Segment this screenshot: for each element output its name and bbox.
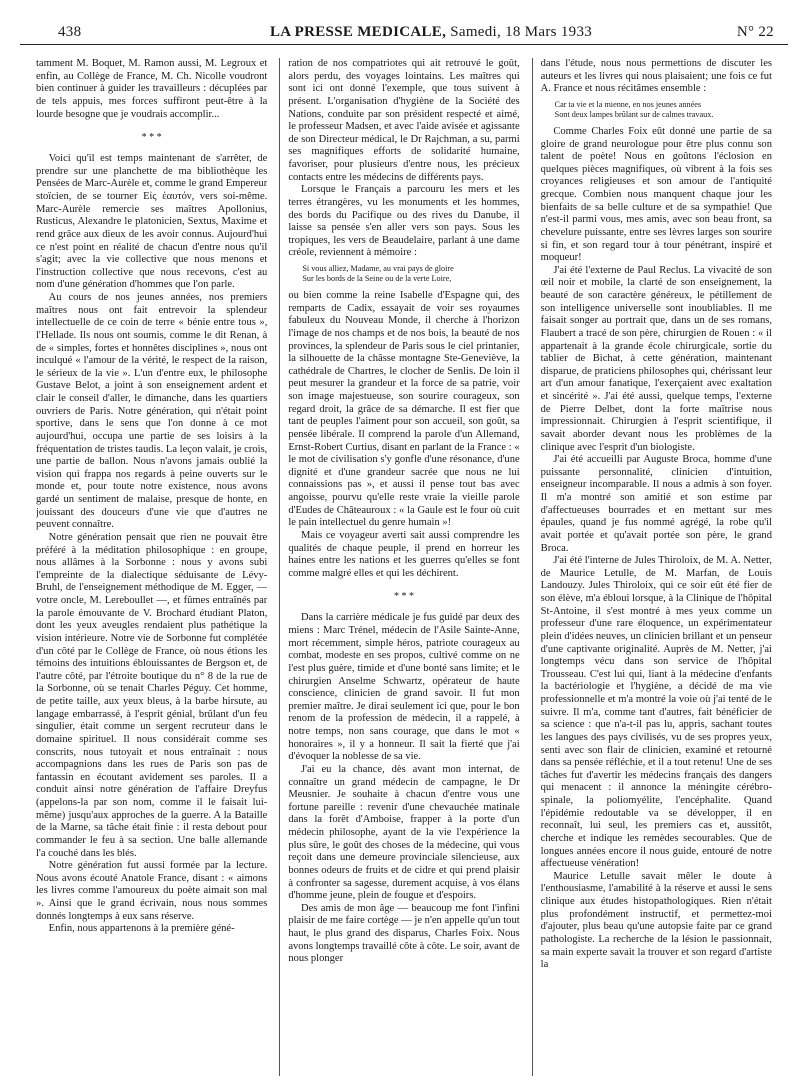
paragraph: ration de nos compatriotes qui ait retrouvé le goût, alors perdu, des voyages lointains. Les maîtres qui sont ici ont donné l'exemple, que tous suivent à présent. L'organisation d'hygiène de la Société des Nations, conduite par son président respecté et aimé, le professeur Madsen, et avec l'aide avisée et agissante de son Directeur médical, le Dr Rajchman, a su, parmi ses magnifiques efforts de solidarité humaine, favoriser, pour plusieurs d'entre nous, les précieux contacts entre les médecins de différents pays.	[288, 58, 520, 183]
running-title	[270, 24, 592, 41]
paragraph: dans l'étude, nous nous permettions de discuter les auteurs et les livres qui nous plaisaient; une fois ce fut A. France et nous récitâmes ensemble :	[540, 58, 772, 95]
paragraph: ou bien comme la reine Isabelle d'Espagne qui, des remparts de Cadix, essayait de voir ses royaumes fabuleux du Nouveau Monde, il cherche à l'horizon l'image de nos champs et de nos bois, la beauté de nos provinces, la splendeur de Paris sous le ciel printanier, la silhouette de la châsse montagne Ste-Geneviève, la cathédrale de Chartres, le clocher de Senlis. De loin il peut mesurer la grandeur et la force de sa patrie, voir son image majestueuse, son sourire courageux, son regard droit, la grâce de sa démarche. Il est fier que tant de peuples l'aiment pour son accueil, son goût, sa pensée libérale. Il comprend la parole d'un Allemand, Ernst-Robert Curtius, disant en parlant de la France : « le mot de civilisation s'y gonfle d'une résonance, d'une dignité et d'une grandeur sacrée que nous ne lui connaissions pas », et aussi il pense tout bas avec angoisse, pourvu qu'elle reste vraie la vieille parole d'Eudes de Châteauroux : « la Gaule est le four où cuit le pain intellectuel du genre humain »!	[288, 290, 520, 529]
column-3	[532, 58, 772, 1076]
issue-date: Samedi, 18 Mars 1933	[450, 24, 593, 40]
verse-line: Sur les bords de la Seine ou de la verte Loire,	[302, 274, 452, 283]
paragraph: Enfin, nous appartenons à la première géné-	[48, 923, 235, 935]
paragraph: Comme Charles Foix eût donné une partie de sa gloire de grand neurologue pour être plus connu son talent de poète! Nous en goûtons l'éclosion en quelques pièces magnifiques, où vibrent à la fois ses croyances religieuses et son amour de l'antiquité grecque. Combien nous manquent chaque jour les bienfaits de sa belle culture et de sa sympathie! Que n'est-il parmi vous, mes amis, avec son beau front, sa chevelure puissante, entre ses lèvres larges son sourire si fin, et son regard tour à tour pénétrant, inspiré et moqueur!	[540, 125, 772, 264]
verse-line: Si vous alliez, Madame, au vrai pays de gloire	[302, 264, 454, 273]
paragraph: Voici qu'il est temps maintenant de s'arrêter, de prendre sur une planchette de ma bibliothèque les Pensées de Marc-Aurèle et, comme le grand Empereur stoïcien, de se tourner Εἰς ἑαυτόν, vers soi-même. Marc-Aurèle remercie ses maîtres Apollonius, Rusticus, Alexandre le platonicien, Sextus, Maxime et rend grâce aux dieux de les avoir connus. Aujourd'hui ce n'est point en réalité de chacun d'entre nous qu'il s'agit; avec la vie collective que nous menons et l'instruction collective que nous recevons, c'est au nom d'une génération d'hommes que l'on parle.	[36, 153, 268, 291]
page-header	[20, 22, 788, 45]
paragraph: Maurice Letulle savait mêler le doute à l'enthousiasme, l'amabilité à la réserve et aussi le sens clinique aux études histopathologiques. Rien n'était plus profondément instructif, et permettez-moi d'ajouter, plus beau qu'une autopsie faite par ce grand pathologiste. La recherche de la lésion le passionnait, sa main experte savait la trouver et son regard d'artiste la	[540, 870, 772, 971]
paragraph: tamment M. Boquet, M. Ramon aussi, M. Legroux et enfin, au Collège de France, M. Ch. Nicolle voudront bien continuer à guider les travailleurs : décuplées par de tels appuis, mes forces suffiront peut-être à la lourde besogne que je voudrais accomplir...	[36, 58, 268, 120]
paragraph: Des amis de mon âge — beaucoup me font l'infini plaisir de me faire cortège — je n'en appelle qu'un tout haut, le plus grand des disparus, Charles Foix. Nous avons longtemps travaillé côte à côte. Le soir, avant de nous plonger	[288, 902, 520, 965]
paragraph: Notre génération pensait que rien ne pouvait être préféré à la méditation philosophique : en groupe, nous allâmes à la Sorbonne : nous y avons subi l'empreinte de la dialectique séduisante de Lévy-Bruhl, de l'enseignement méthodique de M. Egger, — votre oncle, M. Lereboullet —, et fûmes entraînés par la parole émouvante de V. Brochard étudiant Platon, dont les yeux aveugles rendaient plus pathétique la vision intérieure. Notre vie de Sorbonne fut complétée d'un côté par le Collège de France, où nous étions les témoins des intuitions éblouissantes de Bergson et, de l'autre côté, par l'étroite boutique du n° 8 de la rue de la Sorbonne, où se tenait Charles Péguy. Cet homme, de petite taille, aux yeux bleus, à la barbe hirsute, au langage embarrassé, à l'esprit génial, brûlant d'un feu singulier, était comme un sergent recruteur dans le domaine spirituel. Il nous considérait comme ses conscrits, nous tutoyait et nous entraînait : nous accompagnions dans les rues de Paris son pas de fantassin en écoutant avidement ses paroles. Il a conduit ainsi notre génération de l'affaire Dreyfus (appelons-la par son nom, comme il le faisait lui-même) jusqu'aux approches de la guerre. A la Bataille de la Marne, sa tâche était finie : il resta debout pour commander le feu à sa section. Une balle allemande l'a couché dans les blés.	[36, 531, 268, 859]
paragraph: Mais ce voyageur averti sait aussi comprendre les qualités de chaque peuple, il prend en horreur les haines entre les nations et les guerres qu'elles se font comme malgré elles et qui les déchirent.	[288, 529, 520, 579]
verse-quote	[541, 100, 772, 120]
column-1	[36, 58, 267, 1076]
text-columns	[36, 58, 772, 1076]
verse-line: Car ta vie et la mienne, en nos jeunes années	[554, 99, 702, 109]
verse-line: Sont deux lampes brûlant sur de calmes travaux.	[554, 109, 714, 119]
section-separator: * * *	[141, 132, 162, 144]
paragraph: J'ai été l'externe de Paul Reclus. La vivacité de son œil noir et mobile, la clarté de son enseignement, la beauté de son caractère généreux, le pétillement de son intelligence universelle sont inoubliables. Il me faisait songer au portrait que, dans un de ses romans, Flaubert a tracé de son père, chirurgien de Rouen : « il appartenait à la grande école chirurgicale, sortie du tablier de Bichat, à cette génération, maintenant disparue, de praticiens philosophes qui, chérissant leur art d'un amour fanatique, l'exerçaient avec exaltation et sincérité ». J'ai été aussi, quelque temps, l'externe de Pierre Delbet, dont la forte maîtrise nous impressionnait. Chirurgien à l'esprit scientifique, il savait aborder devant nous les problèmes de la clinique avec l'esprit d'un biologiste.	[540, 264, 772, 453]
section-separator: * * *	[393, 591, 414, 603]
paragraph: J'ai été l'interne de Jules Thiroloix, de M. A. Netter, de Maurice Letulle, de M. Marfan, de Louis Landouzy. Jules Thiroloix, qui ce soir eût été fier de son élève, m'a ébloui lorsque, à la Clinique de l'hôpital St-Antoine, il s'est montré à mes yeux comme un professeur d'une rare éloquence, un expérimentateur plein d'idées neuves, un clinicien brillant et un penseur d'une captivante originalité. Auprès de M. Netter, j'ai longtemps vécu dans son service de l'hôpital Trousseau. C'est lui qui, liant à la médecine d'enfants la bactériologie et l'hygiène, a décidé de ma vie professionnelle et m'a montré la voie où j'ai tenté de le suivre. Il m'a, comme tant d'autres, fait bénéficier de sa science : que n'a-t-il pas lu, appris, sachant toutes les langues des pays civilisés, vu de ses propres yeux, senti avec son flair de clinicien, examiné et retourné dans sa pensée réfléchie, et il a tout retenu! Une de ses tâches fut d'avertir les médecins français des dangers qui menacent : il annonce la méningite cérébro-spinale, la poliomyélite, l'encéphalite. Quand l'épidémie redoutable va se développer, il en reconnaît, lui seul, les premiers cas et, aussitôt, cherche et indique les remèdes secourables. Que de longues années encore il nous guide, entouré de notre affectueuse vénération!	[540, 555, 772, 870]
paragraph: J'ai eu la chance, dès avant mon internat, de connaître un grand médecin de campagne, le Dr Meusnier. Je souhaite à chacun d'entre vous une fortune pareille : revenir d'une chevauchée matinale dans la forêt d'Amboise, frapper à la porte d'un médecin philosophe, ayant de la vie l'expérience la plus sûre, le goût des choses de la médecine, qui vous reçoit dans une demeure provinciale silencieuse, aux bonnes odeurs de fruits et de cidre et qui prend plaisir à confronter sa sagesse, durement acquise, à vos élans d'homme jeune, plein de fougue et d'espoirs.	[288, 763, 520, 902]
journal-name: LA PRESSE MEDICALE,	[270, 24, 447, 40]
paragraph: J'ai été accueilli par Auguste Broca, homme d'une puissante personnalité, clinicien d'intuition, enseigneur incomparable. Il nous a admis à son foyer. Il m'a montré son amitié et son estime par d'affectueuses bourrades et en mettant sur mes épaules, quand je fus nommé agrégé, la robe qu'il avait portée et qu'avait portée son père, le grand Broca.	[540, 454, 772, 554]
issue-number: N° 22	[736, 24, 774, 40]
page-number: 438	[58, 24, 82, 40]
paragraph: Au cours de nos jeunes années, nos premiers maîtres nous ont fait entrevoir la splendeur intellectuelle de ce coin de terre « bénie entre tous », l'Hellade. Ils nous ont soumis, comme le dit Renan, à de « simples, fortes et honnêtes disciplines », nous ont inculqué « l'amour de la vérité, le respect de la raison, le sérieux de la vie ». L'un d'entre eux, le philosophe Gustave Belot, a joint à son enseignement ardent et clair le conseil d'aller, le dimanche, dans les quartiers ouvriers de Paris. Notre génération, qui n'était point sportive, dans le sens que l'on donne à ce mot aujourd'hui, occupa une partie de ses loisirs à la fréquentation de tristes taudis. La leçon valait, je crois, une partie de ballon. Nous n'avons jamais oublié la vision qui frappa nos regards à peine ouverts sur le monde et, pour toute notre existence, nous avons gardé un sentiment de malaise, presque de honte, en jouissant des douceurs d'une vie que d'autres ne peuvent connaître.	[36, 292, 268, 531]
paragraph: Notre génération fut aussi formée par la lecture. Nous avons écouté Anatole France, disant : « aimons les livres comme l'amoureux du poète aimait son mal ». Ainsi que le grand écrivain, nous nous sommes donnés longtemps à eux sans réserve.	[36, 860, 268, 922]
paragraph: Lorsque le Français a parcouru les mers et les terres étrangères, vu les monuments et les hommes, des bords du Pacifique ou des rives du Danube, il laisse sa pensée s'en aller vers son pays. Sous les tropiques, les vers de Beaudelaire, parlant à une dame créole, reviennent à mémoire :	[288, 184, 520, 259]
paragraph: Dans la carrière médicale je fus guidé par deux des miens : Marc Trénel, médecin de l'Asile Sainte-Anne, mort récemment, simple héros, patriote courageux au combat, modeste en ses propos, cultivé comme on ne l'est plus guère, timide et d'une bonté sans limite; et le chirurgien Anselme Schwartz, opérateur de haute conscience, clinicien de grand savoir. Il fut mon premier maître. Je dirai seulement ici que, pour le bon renom de la profession de médecin, il a rappelé, à notre temps, non sans courage, que dans le mot « honoraires », il y a honneur. Il sait la fierté que j'ai d'évoquer la noblesse de sa vie.	[288, 612, 520, 763]
verse-quote	[288, 264, 519, 284]
column-2	[279, 58, 519, 1076]
